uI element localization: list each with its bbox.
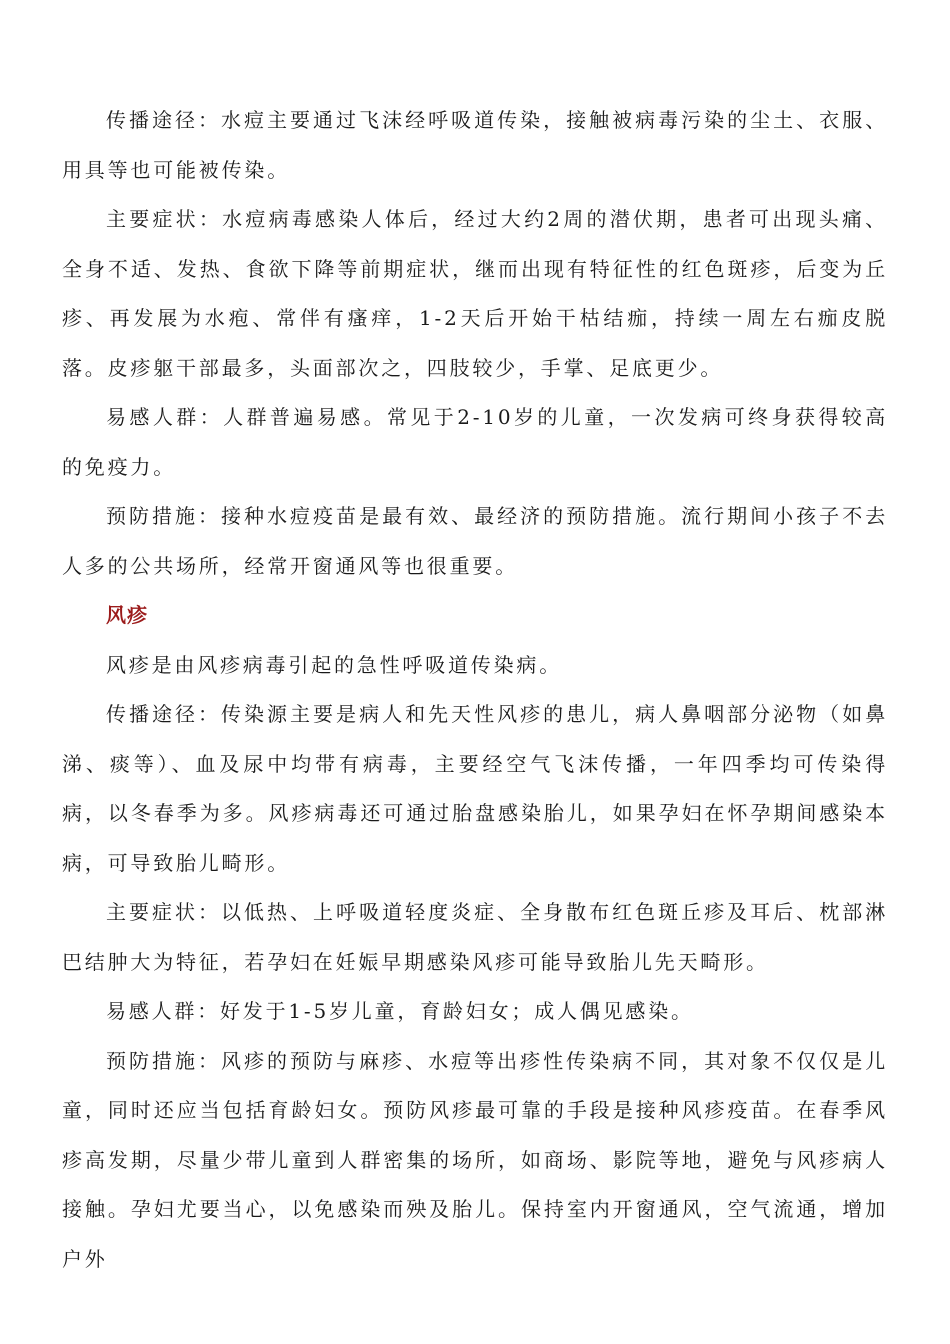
rubella-symptoms-paragraph: 主要症状：以低热、上呼吸道轻度炎症、全身散布红色斑丘疹及耳后、枕部淋巴结肿大为特征，若孕妇在妊娠早期感染风疹可能导致胎儿先天畸形。 [62, 900, 888, 974]
rubella-section-heading: 风疹 [106, 603, 148, 627]
varicella-symptoms-paragraph: 主要症状：水痘病毒感染人体后，经过大约2周的潜伏期，患者可出现头痛、全身不适、发热、食欲下降等前期症状，继而出现有特征性的红色斑疹，后变为丘疹、再发展为水疱、常伴有瘙痒，1-2天后开始干枯结痂，持续一周左右痂皮脱落。皮疹躯干部最多，头面部次之，四肢较少，手掌、足底更少。 [62, 207, 888, 380]
document-page [62, 96, 888, 1284]
varicella-susceptible-paragraph: 易感人群：人群普遍易感。常见于2-10岁的儿童，一次发病可终身获得较高的免疫力。 [62, 405, 888, 479]
rubella-prevention-paragraph: 预防措施：风疹的预防与麻疹、水痘等出疹性传染病不同，其对象不仅仅是儿童，同时还应当包括育龄妇女。预防风疹最可靠的手段是接种风疹疫苗。在春季风疹高发期，尽量少带儿童到人群密集的场所，如商场、影院等地，避免与风疹病人接触。孕妇尤要当心，以免感染而殃及胎儿。保持室内开窗通风，空气流通，增加户外 [62, 1048, 888, 1271]
rubella-susceptible-paragraph: 易感人群：好发于1-5岁儿童，育龄妇女；成人偶见感染。 [106, 999, 694, 1023]
rubella-transmission-paragraph: 传播途径：传染源主要是病人和先天性风疹的患儿，病人鼻咽部分泌物（如鼻涕、痰等）、血及尿中均带有病毒，主要经空气飞沫传播，一年四季均可传染得病，以冬春季为多。风疹病毒还可通过胎盘感染胎儿，如果孕妇在怀孕期间感染本病，可导致胎儿畸形。 [62, 702, 888, 875]
rubella-intro-paragraph: 风疹是由风疹病毒引起的急性呼吸道传染病。 [106, 652, 562, 677]
varicella-transmission-paragraph: 传播途径：水痘主要通过飞沫经呼吸道传染，接触被病毒污染的尘土、衣服、用具等也可能被传染。 [62, 108, 888, 182]
varicella-prevention-paragraph: 预防措施：接种水痘疫苗是最有效、最经济的预防措施。流行期间小孩子不去人多的公共场所，经常开窗通风等也很重要。 [62, 504, 888, 578]
